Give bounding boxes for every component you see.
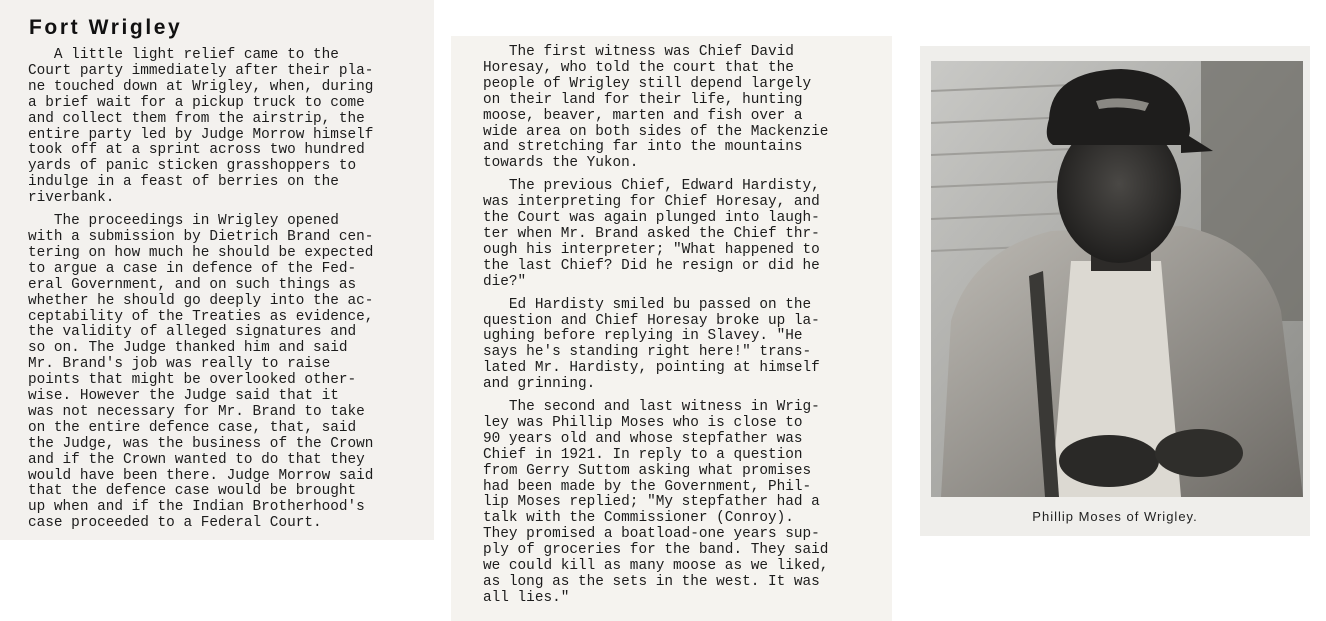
paragraph-proceedings: The proceedings in Wrigley opened with a submission by Dietrich Brand cen- tering on how much he should be expected to argue a case in defence of the Fed- eral Government, and on such things as whether he should go deeply into the ac- ceptability of the Treaties as evidence, the validity of alleged signatures and so on. The Judge thanked him and said Mr. Brand's job was really to raise points that might be overlooked other- wise. However the Judge said that it was not necessary for Mr. Brand to take on the entire defence case, that, said the Judge, was the business of the Crown and if the Crown wanted to do that they would have been there. Judge Morrow said that the defence case would be brought up when and if the Indian Brotherhood's case proceeded to a Federal Court. [28,213,374,532]
column-1-text [28,48,428,539]
paragraph-second-witness: The second and last witness in Wrig- ley was Phillip Moses who is close to 90 years old and whose stepfather was Chief in 1921. In reply to a question from Gerry Suttom asking what promises had been made by the Government, Phil- lip Moses replied; "My stepfather had a talk with the Commissioner (Conroy). They promised a boatload-one years sup- ply of groceries for the band. They said we could kill as many moose as we liked, as long as the sets in the west. It was all lies." [483,399,829,606]
paragraph-first-witness: The first witness was Chief David Horesay, who told the court that the people of Wrigley still depend largely on their land for their life, hunting moose, beaver, marten and fish over a wide area on both sides of the Mackenzie and stretching far into the mountains towards the Yukon. [483,44,829,172]
article-column-2 [451,36,892,621]
paragraph-previous-chief: The previous Chief, Edward Hardisty, was interpreting for Chief Horesay, and the Court was again plunged into laugh- ter when Mr. Brand asked the Chief thr- ough his interpreter; "What happened to the last Chief? Did he resign or did he die?" [483,178,820,290]
paragraph-hardisty-smiled: Ed Hardisty smiled bu passed on the question and Chief Horesay broke up la- ughing before replying in Slavey. "He says he's standing right here!" trans- lated Mr. Hardisty, pointing at himself and grinning. [483,296,820,393]
right-hand [1155,429,1243,477]
article-column-1 [0,0,434,540]
portrait-illustration [931,61,1303,497]
photo-caption: Phillip Moses of Wrigley. [1032,509,1198,524]
column-2-text [483,45,883,614]
paragraph-light-relief: A little light relief came to the Court party immediately after their pla- ne touched down at Wrigley, when, during a brief wait for a pickup truck to come and collect them from the airstrip, the entire party led by Judge Morrow himself took off at a sprint across two hundred yards of panic sticken grasshoppers to indulge in a feast of berries on the riverbank. [28,47,374,207]
article-title: Fort Wrigley [29,16,183,39]
portrait-photo [931,61,1303,497]
photo-panel [920,46,1310,536]
left-hand [1059,435,1159,487]
